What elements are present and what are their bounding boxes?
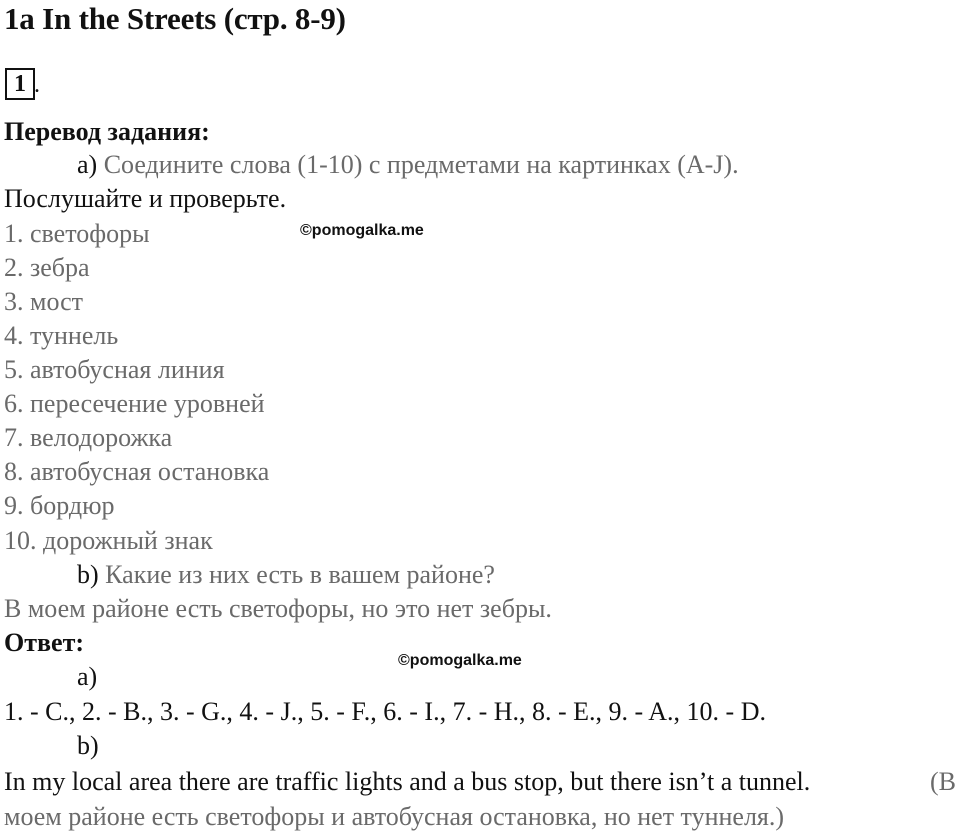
page-title: 1a In the Streets (стр. 8-9) [4,1,346,36]
list-item: 6. пересечение уровней [4,389,265,418]
list-item: 2. зебра [4,253,90,282]
list-item: 5. автобусная линия [4,355,225,384]
part-a-letter: a) [77,150,98,179]
answer-heading: Ответ: [4,628,85,657]
watermark: ©pomogalka.me [300,222,424,239]
exercise-number-box: 1 [5,68,35,100]
answer-b-english: In my local area there are traffic lights and a bus stop, but there isn’t a tunnel. [4,767,811,796]
list-item: 3. мост [4,287,84,316]
answer-b-letter: b) [77,731,99,760]
part-b-question: Какие из них есть в вашем районе? [105,560,495,589]
part-b-line [77,560,495,590]
part-a-line [77,150,739,180]
translation-heading: Перевод задания: [4,117,210,146]
answer-b-line [4,767,956,797]
answer-b-translation-start: (В [930,767,956,796]
list-item: 8. автобусная остановка [4,457,270,486]
part-a-instruction-cont: Послушайте и проверьте. [4,184,287,213]
list-item: 10. дорожный знак [4,526,213,555]
watermark: ©pomogalka.me [398,652,522,669]
list-item: 1. светофоры [4,219,150,248]
list-item: 4. туннель [4,321,119,350]
answer-a-letter: a) [77,662,98,691]
exercise-number-dot: . [34,72,40,98]
part-b-example: В моем районе есть светофоры, но это нет зебры. [4,594,552,623]
answer-a-text: 1. - C., 2. - B., 3. - G., 4. - J., 5. - F., 6. - I., 7. - H., 8. - E., 9. - A., 10. - D. [4,697,766,726]
part-a-instruction: Соедините слова (1-10) с предметами на картинках (A-J). [103,150,739,179]
list-item: 9. бордюр [4,491,115,520]
list-item: 7. велодорожка [4,423,173,452]
answer-b-translation: моем районе есть светофоры и автобусная остановка, но нет туннеля.) [4,802,785,831]
part-b-letter: b) [77,560,99,589]
